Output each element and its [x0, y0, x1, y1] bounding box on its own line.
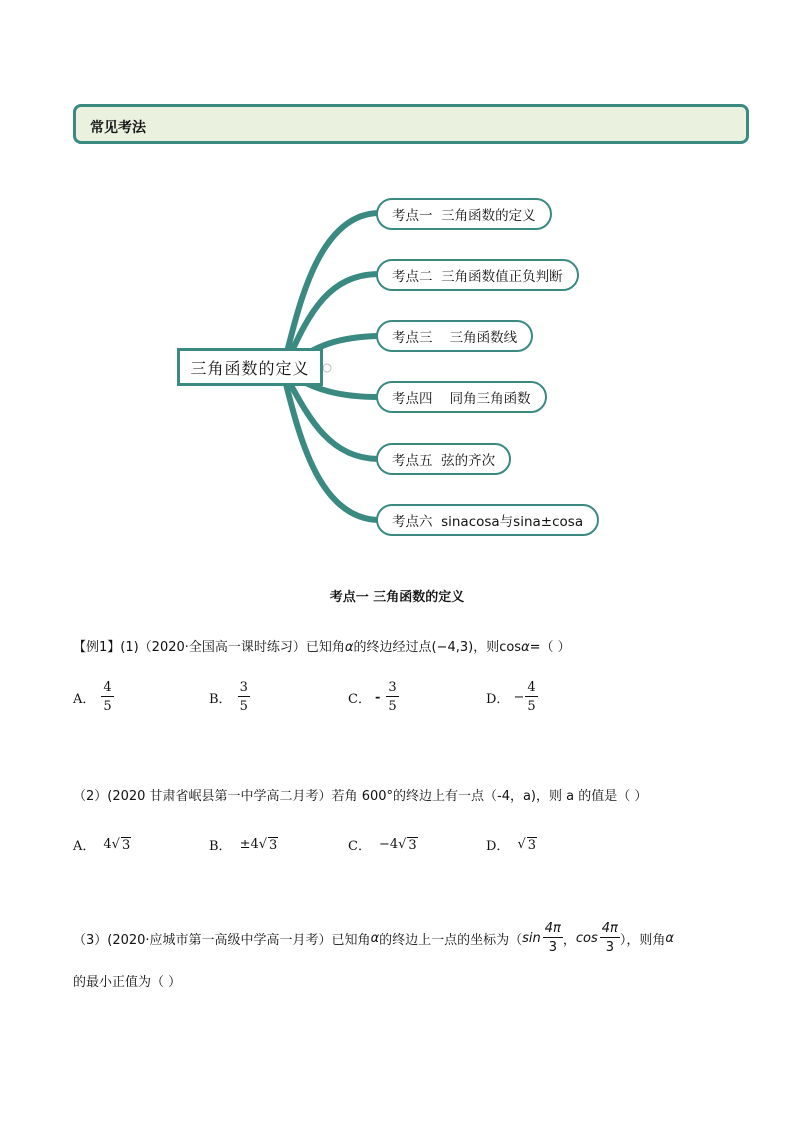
denominator: 5 — [388, 699, 397, 714]
numerator: 4 — [103, 680, 112, 695]
mindmap-branch-1: 考点一 三角函数的定义 — [376, 198, 552, 230]
q3-stem-a: （3）(2020·应城市第一高级中学高一月考）已知角 — [73, 932, 371, 948]
option-coefficient: −4 — [378, 837, 399, 852]
option-label: A． — [73, 839, 96, 854]
q1-option-a[interactable] — [73, 681, 114, 713]
fraction — [101, 681, 113, 713]
denominator: 3 — [605, 940, 614, 955]
mindmap-branch-2: 考点二 三角函数值正负判断 — [376, 259, 579, 291]
q2-option-b[interactable] — [209, 835, 278, 854]
denominator: 5 — [103, 699, 112, 714]
mindmap-branch-3: 考点三 三角函数线 — [376, 320, 533, 352]
section-header-title: 常见考法 — [90, 120, 146, 136]
mindmap-branch-5: 考点五 弦的齐次 — [376, 443, 511, 475]
question-3-stem-cont: 的最小正值为（ ） — [73, 975, 182, 990]
q1-option-b[interactable] — [209, 681, 250, 713]
section-title: 考点一 三角函数的定义 — [329, 590, 465, 605]
q2-option-c[interactable] — [348, 835, 418, 854]
question-1-stem — [73, 636, 571, 655]
sqrt-icon: √ — [258, 837, 268, 852]
denominator: 5 — [239, 699, 248, 714]
q3-sin: sin — [522, 930, 541, 946]
radicand: 3 — [121, 837, 131, 853]
sqrt-icon: √ — [517, 837, 526, 852]
numerator: 3 — [388, 680, 397, 695]
option-label: B． — [209, 691, 232, 707]
q2-option-d[interactable] — [486, 835, 537, 854]
collapse-dot-icon — [323, 364, 331, 372]
q3-stem-b: 的终边上一点的坐标为（ — [379, 932, 523, 948]
mindmap-branch-6: 考点六 sinacosa与sina±cosa — [376, 504, 599, 536]
option-sign: - — [374, 689, 381, 705]
denominator: 5 — [527, 699, 536, 714]
radicand: 3 — [408, 837, 417, 853]
q3-cos: cos — [575, 930, 598, 946]
numerator: 4π — [601, 921, 618, 936]
q1-stem-prefix: 【例1】(1)（2020·全国高一课时练习）已知角 — [73, 640, 345, 655]
q3-alpha-2: α — [665, 930, 674, 946]
numerator: 4π — [544, 921, 561, 936]
option-label: D． — [486, 691, 510, 707]
q1-stem-end: =（ ） — [529, 640, 571, 655]
q2-option-a[interactable] — [73, 835, 131, 854]
sqrt-icon: √ — [111, 837, 120, 852]
q3-stem-c: ），则角 — [619, 932, 666, 948]
numerator: 3 — [239, 680, 248, 695]
fraction — [543, 922, 563, 954]
radicand: 3 — [527, 837, 537, 853]
mindmap-center-node: 三角函数的定义 — [177, 348, 323, 386]
option-label: B． — [209, 839, 232, 854]
question-2-stem: （2）(2020 甘肃省岷县第一中学高二月考）若角 600°的终边上有一点（-4，a)，则 a 的值是（ ） — [73, 789, 648, 804]
q1-option-c[interactable] — [348, 681, 399, 713]
denominator: 3 — [548, 940, 557, 955]
q1-alpha: α — [344, 640, 354, 655]
option-label: C． — [348, 839, 371, 854]
question-3-stem — [73, 922, 674, 954]
option-label: C． — [348, 691, 371, 707]
numerator: 4 — [527, 680, 536, 695]
option-coefficient: 4 — [103, 837, 112, 852]
q3-alpha: α — [370, 930, 380, 946]
option-coefficient: ±4 — [239, 837, 259, 852]
option-label: D． — [486, 839, 510, 854]
option-sign: − — [513, 689, 525, 705]
q3-comma: ， — [562, 932, 576, 948]
option-label: A． — [73, 691, 96, 707]
q1-alpha-2: α — [521, 640, 530, 655]
radicand: 3 — [269, 837, 278, 853]
fraction — [525, 681, 537, 713]
sqrt-icon: √ — [398, 837, 407, 852]
mindmap-branch-4: 考点四 同角三角函数 — [376, 381, 547, 413]
fraction — [600, 922, 620, 954]
q1-stem-mid: 的终边经过点(−4,3)，则cos — [353, 640, 522, 655]
q1-option-d[interactable] — [486, 681, 538, 713]
fraction — [386, 681, 398, 713]
fraction — [238, 681, 250, 713]
